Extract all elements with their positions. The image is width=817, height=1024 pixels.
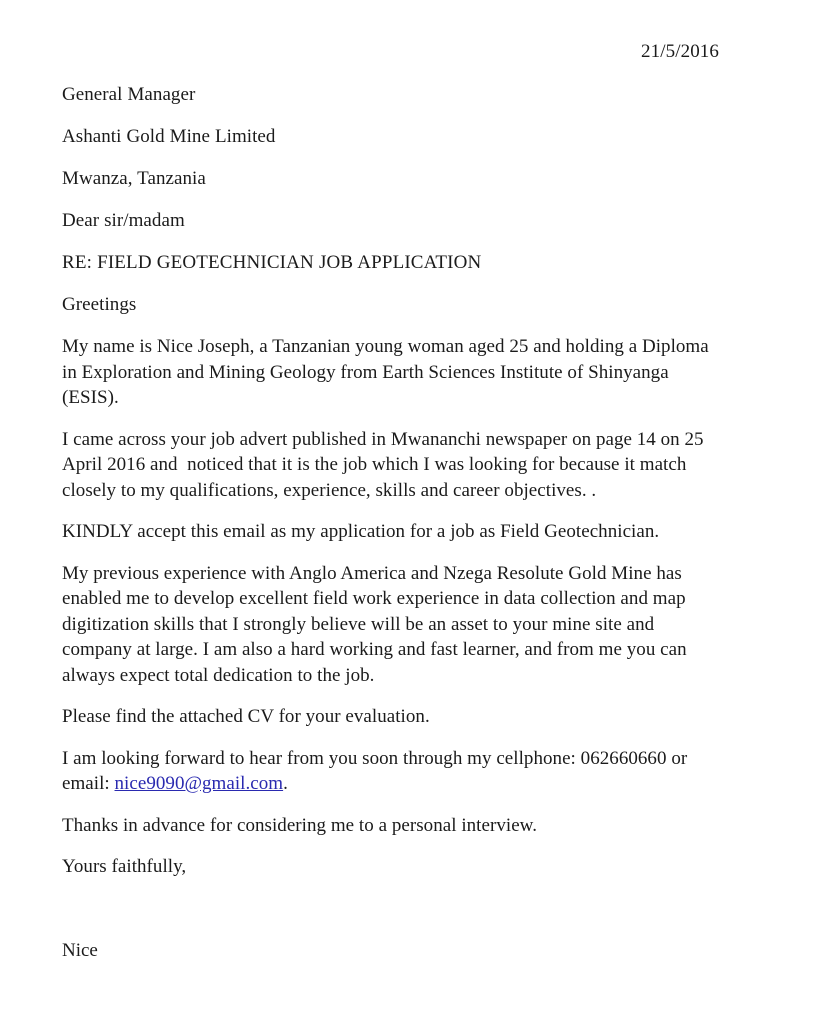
signature-space bbox=[62, 896, 720, 938]
email-link[interactable]: nice9090@gmail.com bbox=[114, 773, 284, 794]
signature-name: Nice bbox=[62, 939, 98, 961]
paragraph-attached-cv: Please find the attached CV for your evaluation. bbox=[62, 706, 430, 727]
contact-suffix-text: . bbox=[283, 773, 288, 794]
recipient-company: Ashanti Gold Mine Limited bbox=[62, 126, 276, 147]
recipient-title: General Manager bbox=[62, 84, 196, 105]
paragraph-job-advert: I came across your job advert published in Mwananchi newspaper on page 14 on 25 April 2016 and noticed that it is the job which I was looking for because it match closely to my qualifications, experience, skills and career objectives. . bbox=[62, 428, 708, 501]
contact-middle-text: or email: bbox=[62, 747, 693, 794]
paragraph-introduction: My name is Nice Joseph, a Tanzanian young woman aged 25 and holding a Diploma in Exploration and Mining Geology from Earth Sciences Institute of Shinyanga (ESIS). bbox=[62, 336, 714, 408]
contact-phone-number: 062660660 bbox=[580, 747, 667, 769]
greeting: Greetings bbox=[62, 294, 137, 315]
contact-prefix-text: I am looking forward to hear from you soon through my cellphone: bbox=[62, 747, 581, 769]
paragraph-contact bbox=[62, 746, 720, 797]
closing-line: Yours faithfully, bbox=[62, 856, 187, 877]
paragraph-thanks: Thanks in advance for considering me to a personal interview. bbox=[62, 814, 537, 836]
salutation: Dear sir/madam bbox=[62, 210, 185, 231]
paragraph-application-request: KINDLY accept this email as my application for a job as Field Geotechnician. bbox=[62, 521, 660, 542]
subject-line: RE: FIELD GEOTECHNICIAN JOB APPLICATION bbox=[62, 252, 482, 273]
letter-body bbox=[62, 40, 720, 963]
letter-date: 21/5/2016 bbox=[641, 41, 719, 62]
recipient-location: Mwanza, Tanzania bbox=[62, 168, 206, 189]
paragraph-experience: My previous experience with Anglo America and Nzega Resolute Gold Mine has enabled me to develop excellent field work experience in data collection and map digitization skills that I strongly believe will be an asset to your mine site and company at large. I am also a hard working and fast learner, and from me you can always expect total dedication to the job. bbox=[62, 562, 692, 686]
